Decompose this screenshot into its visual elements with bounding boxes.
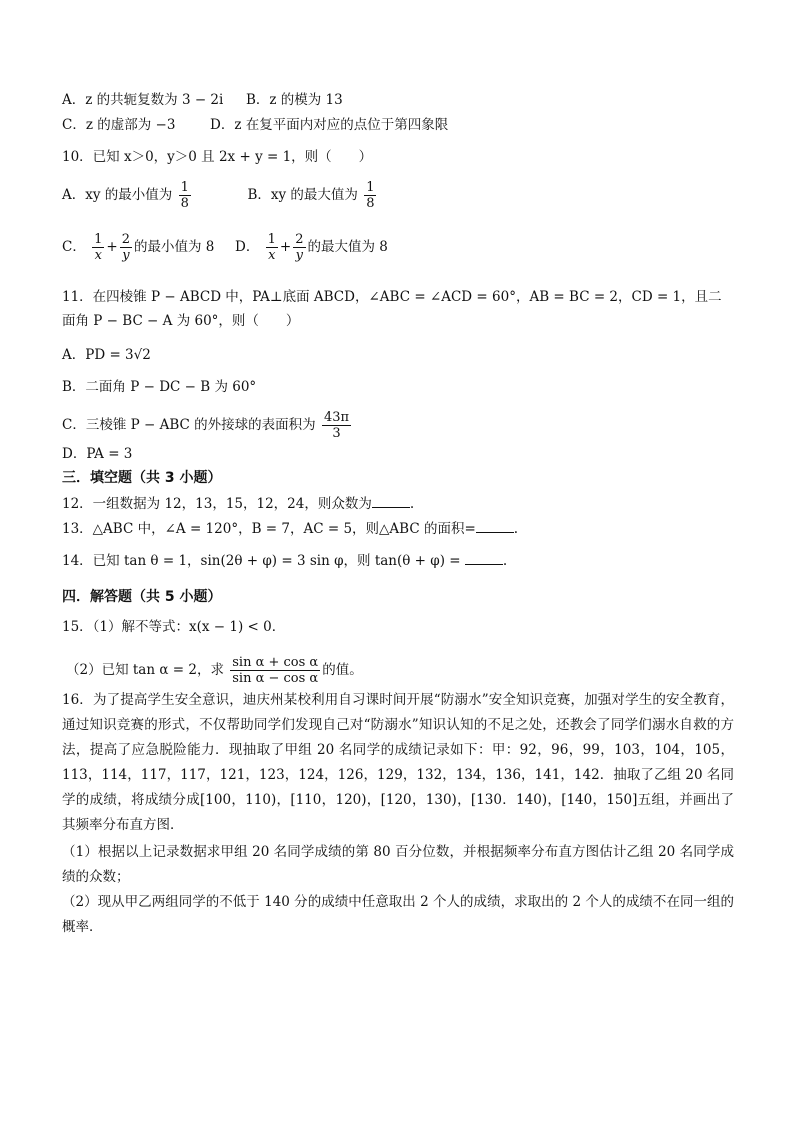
q10-option-d-frac2 xyxy=(293,232,305,263)
plus-sign: + xyxy=(279,239,292,255)
q10-options-cd xyxy=(62,232,388,263)
fraction-numerator: 1 xyxy=(267,232,276,247)
q15-part2 xyxy=(66,655,363,686)
q9-option-d: D．z 在复平面内对应的点位于第四象限 xyxy=(210,117,449,133)
fraction-denominator: y xyxy=(122,248,130,263)
fraction-numerator: 2 xyxy=(295,232,304,247)
q11-option-d: D．PA = 3 xyxy=(62,446,133,462)
q10-option-c-label: C． xyxy=(62,239,86,255)
fraction-numerator: 43π xyxy=(323,410,350,425)
fraction-denominator: x xyxy=(268,248,276,263)
q14-text: 14．已知 tan θ = 1，sin(2θ + φ) = 3 sin φ，则 tan(θ + φ) = xyxy=(62,553,461,569)
answer-blank xyxy=(372,494,410,508)
q12-text: 12．一组数据为 12，13，15，12，24，则众数为 xyxy=(62,496,372,512)
q11-option-c-text: C．三棱锥 P − ABC 的外接球的表面积为 xyxy=(62,417,316,433)
q9-option-c-line xyxy=(62,115,448,135)
fraction-denominator: sin α − cos α xyxy=(232,671,319,686)
fraction-numerator: 1 xyxy=(180,180,189,195)
fraction-denominator: 3 xyxy=(332,426,341,441)
fraction-denominator: 8 xyxy=(366,196,375,211)
q16-paragraph: 16．为了提高学生安全意识，迪庆州某校利用自习课时间开展“防溺水”安全知识竞赛，加强对学生的安全教育，通过知识竞赛的形式，不仅帮助同学们发现自己对“防溺水”知识认知的不足之处，还教会了同学们溺水自救的方法，提高了应急脱险能力．现抽取了甲组 20 名同学的成绩记录如下：甲：92，96，99，103，104，105，113，114，117，117，121，123，124，126，129，132，134，136，141，142．抽取了乙组 20 名同学的成绩，将成绩分成[100，110)，[110，120)，[120，130)，[130．140)，[140，150]五组，并画出了其频率分布直方图． xyxy=(62,692,734,833)
q10-option-a: A．xy 的最小值为 xyxy=(62,187,173,203)
q16-part2: （2）现从甲乙两组同学的不低于 140 分的成绩中任意取出 2 个人的成绩，求取出的 2 个人的成绩不在同一组的概率． xyxy=(62,894,734,935)
q9-option-a-line xyxy=(62,90,343,110)
q11-option-c xyxy=(62,410,353,441)
q11-option-b: B．二面角 P − DC − B 为 60° xyxy=(62,379,257,395)
q10-options-ab xyxy=(62,180,378,211)
q10-option-b: B．xy 的最大值为 xyxy=(247,187,358,203)
q10-option-c-text: 的最小值为 8 xyxy=(134,239,215,255)
fraction-denominator: 8 xyxy=(180,196,189,211)
q12 xyxy=(62,494,414,514)
answer-blank xyxy=(465,551,503,565)
q14-period: . xyxy=(502,553,508,569)
fraction-numerator: 2 xyxy=(121,232,131,247)
q10-stem: 10．已知 x＞0，y＞0 且 2x + y = 1，则（ ） xyxy=(62,149,373,165)
q15-part2-end: 的值。 xyxy=(322,662,363,678)
fraction-numerator: sin α + cos α xyxy=(232,655,319,670)
q10-option-d-label: D． xyxy=(235,239,260,255)
q9-option-b: B．z 的模为 13 xyxy=(245,92,343,108)
fraction-numerator: 1 xyxy=(94,232,103,247)
fraction-denominator: y xyxy=(295,248,304,263)
q15-part2-text: （2）已知 tan α = 2，求 xyxy=(66,662,224,678)
q15-part2-fraction xyxy=(230,655,320,686)
q13-period: . xyxy=(513,521,519,537)
fraction-numerator: 1 xyxy=(366,180,375,195)
answer-blank xyxy=(476,519,514,533)
q10-option-c-frac2 xyxy=(120,232,132,263)
plus-sign: + xyxy=(106,239,118,255)
fraction-denominator: x xyxy=(94,248,102,263)
section-heading-answer: 四．解答题（共 5 小题） xyxy=(62,589,222,605)
q13-text: 13．△ABC 中，∠A = 120°，B = 7，AC = 5，则△ABC 的面积= xyxy=(62,521,476,537)
q15-part1: 15．（1）解不等式：x(x − 1) < 0． xyxy=(62,619,286,635)
q10-option-a-fraction xyxy=(179,180,191,211)
q13 xyxy=(62,519,518,539)
q12-period: . xyxy=(409,496,415,512)
q10-option-b-fraction xyxy=(364,180,376,211)
q9-option-c: C．z 的虚部为 −3 xyxy=(62,117,176,133)
q10-option-c-frac1 xyxy=(92,232,104,263)
q10-option-d-text: 的最大值为 8 xyxy=(307,239,388,255)
q11-stem-line2: 面角 P − BC − A 为 60°，则（ ） xyxy=(62,313,300,329)
q11-option-a: A．PD = 3√2 xyxy=(62,347,151,363)
q10-option-d-frac1 xyxy=(266,232,278,263)
q14 xyxy=(62,551,507,571)
q11-stem-line1: 11．在四棱锥 P − ABCD 中，PA⊥底面 ABCD，∠ABC = ∠ACD = 60°，AB = BC = 2，CD = 1，且二 xyxy=(62,289,722,305)
q9-option-a: A．z 的共轭复数为 3 − 2i xyxy=(62,92,224,108)
q11-option-c-fraction xyxy=(322,410,351,441)
q16-part1: （1）根据以上记录数据求甲组 20 名同学成绩的第 80 百分位数，并根据频率分布直方图估计乙组 20 名同学成绩的众数； xyxy=(62,844,734,885)
section-heading-fill-in: 三．填空题（共 3 小题） xyxy=(62,470,222,486)
